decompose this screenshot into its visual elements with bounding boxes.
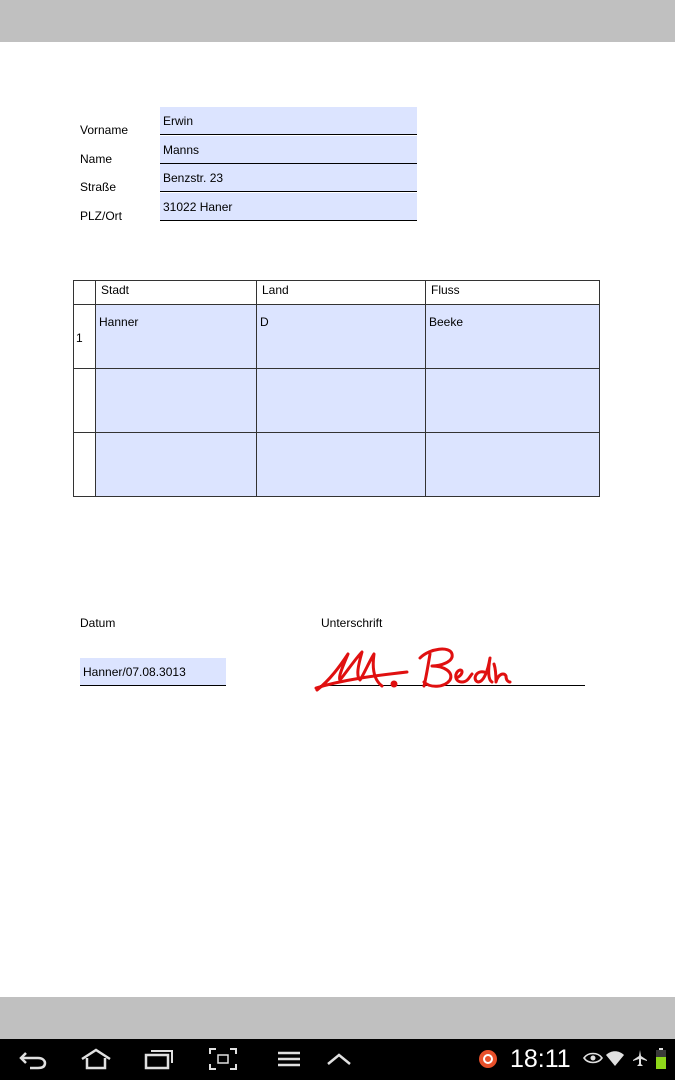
label-strasse: Straße <box>80 180 117 194</box>
cell-land[interactable]: D <box>257 305 426 369</box>
system-navigation-bar <box>0 1039 675 1080</box>
label-vorname: Vorname <box>80 123 129 137</box>
eye-icon <box>583 1050 603 1066</box>
cell-fluss[interactable]: Beeke <box>426 305 600 369</box>
label-name: Name <box>80 152 113 166</box>
unterschrift-label: Unterschrift <box>321 616 383 630</box>
app-notification-icon[interactable] <box>478 1049 498 1069</box>
cell-stadt[interactable] <box>96 369 257 433</box>
header-corner-cell <box>74 281 96 305</box>
cell-fluss[interactable] <box>426 433 600 497</box>
up-chevron-icon[interactable] <box>325 1047 353 1071</box>
document-page <box>0 42 675 997</box>
row-number <box>74 369 96 433</box>
top-gray-bar <box>0 0 675 42</box>
bottom-gray-bar <box>0 997 675 1039</box>
recent-apps-icon[interactable] <box>143 1047 175 1071</box>
home-icon[interactable] <box>79 1047 113 1071</box>
table-header-row <box>74 281 600 305</box>
back-icon[interactable] <box>18 1047 48 1071</box>
header-stadt: Stadt <box>96 281 257 305</box>
row-number: 1 <box>74 305 96 369</box>
datum-field[interactable]: Hanner/07.08.3013 <box>80 658 226 686</box>
data-table <box>73 280 600 497</box>
cell-stadt[interactable]: Hanner <box>96 305 257 369</box>
label-plz-ort: PLZ/Ort <box>80 209 123 223</box>
table-row <box>74 369 600 433</box>
menu-icon[interactable] <box>276 1047 302 1071</box>
cell-land[interactable] <box>257 369 426 433</box>
cell-land[interactable] <box>257 433 426 497</box>
header-fluss: Fluss <box>426 281 600 305</box>
datum-label: Datum <box>80 616 116 630</box>
battery-icon <box>655 1048 667 1070</box>
plz-ort-field[interactable]: 31022 Haner <box>160 193 417 221</box>
airplane-icon <box>632 1049 648 1067</box>
header-land: Land <box>257 281 426 305</box>
clock: 18:11 <box>510 1045 571 1073</box>
screenshot-icon[interactable] <box>208 1047 238 1071</box>
cell-fluss[interactable] <box>426 369 600 433</box>
strasse-field[interactable]: Benzstr. 23 <box>160 164 417 192</box>
table-row <box>74 305 600 369</box>
cell-stadt[interactable] <box>96 433 257 497</box>
wifi-icon <box>605 1048 625 1068</box>
name-field[interactable]: Manns <box>160 136 417 164</box>
handwritten-signature[interactable] <box>312 640 512 695</box>
vorname-field[interactable]: Erwin <box>160 107 417 135</box>
row-number <box>74 433 96 497</box>
table-row <box>74 433 600 497</box>
